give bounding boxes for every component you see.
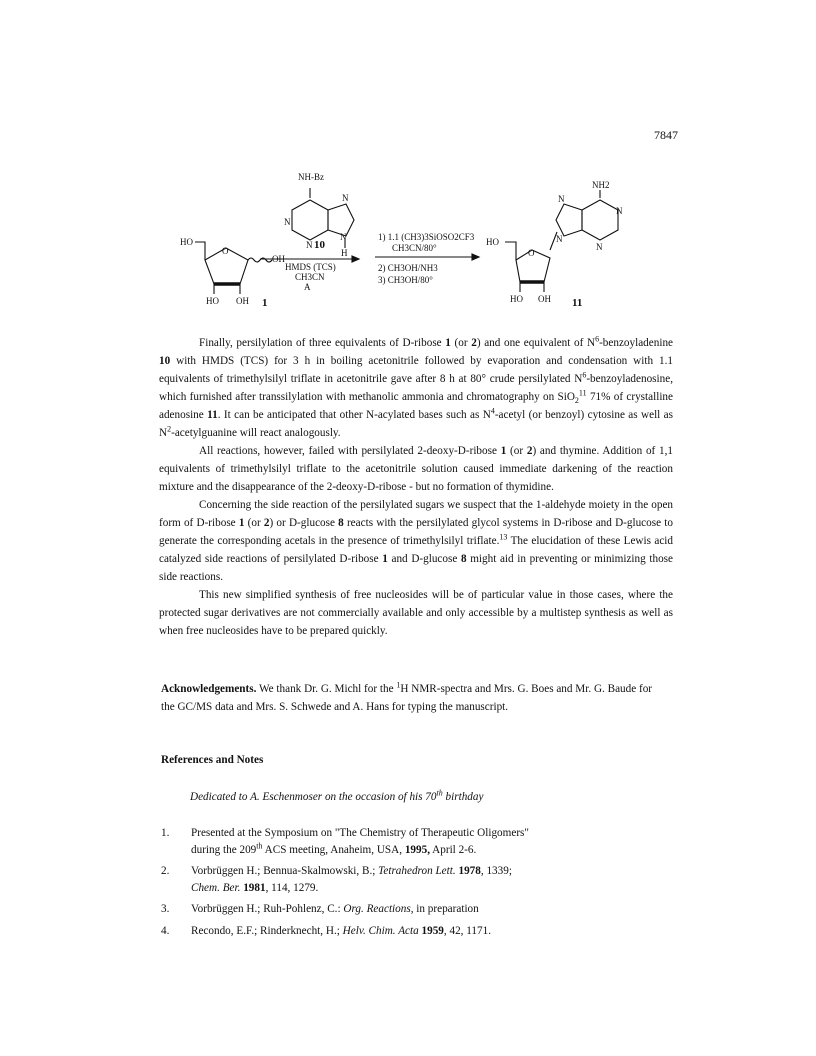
product-n-label-4: N	[556, 234, 563, 244]
product-o-label: O	[528, 248, 535, 258]
arrow2-step-3: 3) CH3OH/80°	[378, 275, 433, 285]
acknowledgements-heading: Acknowledgements.	[161, 683, 257, 695]
reference-list	[161, 825, 681, 939]
base10-n-label-1: N	[284, 217, 291, 227]
dedication: Dedicated to A. Eschenmoser on the occasion of his 70th birthday	[190, 788, 484, 803]
sugar1-ho-label: HO	[180, 237, 193, 247]
base10-h-label: H	[341, 248, 348, 258]
product-ch2-bond	[505, 242, 516, 260]
reaction-scheme	[160, 160, 660, 310]
arrow2-step-1-conditions: CH3CN/80°	[392, 243, 437, 253]
paragraph-3: Concerning the side reaction of the persilylated sugars we suspect that the 1-aldehyde moiety in the open form of D-ribose 1 (or 2) or D-glucose 8 reacts with the persilylated glycol systems in D-ribose and D-glucose to generate the corresponding acetals in the presence of trimethylsilyl triflate.$^{13}$ The elucidation of these Lewis acid catalyzed side reactions of persilylated D-ribose 1 and D-glucose 8 might aid in preventing or minimizing those side reactions.	[159, 499, 673, 583]
product-ho-label: HO	[486, 237, 499, 247]
sugar1-oh2-label: OH	[236, 296, 249, 306]
arrow2-step-2: 2) CH3OH/NH3	[378, 263, 438, 273]
compound-11-number: 11	[572, 297, 583, 309]
base10-n-label-3: N	[342, 193, 349, 203]
paragraph-4: This new simplified synthesis of free nucleosides will be of particular value in those cases, where the protected sugar derivatives are not commercially available and only accessible by a multistep synthesis as well as when free nucleosides have to be prepared quickly.	[159, 589, 673, 637]
reference-item-4: 4. Recondo, E.F.; Rinderknecht, H.; Helv. Chim. Acta 1959, 42, 1171.	[161, 924, 492, 937]
sugar1-ch2-bond	[195, 242, 205, 260]
paragraph-1: Finally, persilylation of three equivalents of D-ribose 1 (or 2) and one equivalent of $N^6$-benzoyladenine 10 with HMDS (TCS) for 3 h in boiling acetonitrile followed by evaporation and condensation with 1.1 equivalents of trimethylsilyl triflate in acetonitrile gave after 8 h at 80° crude persilylated $N^6$-benzoyladenosine, which furnished after transsilylation with methanolic ammonia and chromatography on SiO$_2^{11}$ 71% of crystalline adenosine 11. It can be anticipated that other N-acylated bases such as $N^4$-acetyl (or benzoyl) cytosine as well as $N^2$-acetylguanine will react analogously.	[159, 334, 674, 439]
reference-item-3: 3. Vorbrüggen H.; Ruh-Pohlenz, C.: Org. Reactions, in preparation	[161, 903, 479, 915]
product-ho3-label: HO	[510, 294, 523, 304]
base10-n-label-2: N	[306, 240, 313, 250]
nh2-label: NH2	[592, 180, 610, 190]
product-pyrimidine-ring	[582, 200, 618, 240]
body-text	[159, 334, 673, 640]
arrow1-reagent-2: CH3CN	[295, 272, 325, 282]
base10-n-label-4: N	[340, 232, 347, 242]
product-oh2-label: OH	[538, 294, 551, 304]
product-n-label-2: N	[596, 242, 603, 252]
arrow1-label-a: A	[304, 282, 311, 292]
reference-item-2: 2. Vorbrüggen H.; Bennua-Skalmowski, B.; Tetrahedron Lett. 1978, 1339; Chem. Ber. 1981, 114, 1279.	[161, 865, 512, 894]
arrow1-head	[352, 256, 359, 262]
product-n-label-3: N	[558, 194, 565, 204]
base10-pyrimidine-ring	[292, 200, 328, 240]
compound-10-number: 10	[314, 239, 325, 251]
references-heading: References and Notes	[161, 754, 264, 766]
nh-bz-label: NH-Bz	[298, 172, 324, 182]
paragraph-2: All reactions, however, failed with persilylated 2-deoxy-D-ribose 1 (or 2) and thymine. Addition of 1,1 equivalents of trimethylsilyl triflate to the acetonitrile solution caused immediate darkening of the reaction mixture and the disappearance of the 2-deoxy-D-ribose - but no formation of thymidine.	[159, 445, 674, 493]
sugar1-oh-anomeric-label: OH	[272, 254, 285, 264]
arrow2-head	[472, 254, 479, 260]
reference-item-1: 1. Presented at the Symposium on "The Chemistry of Therapeutic Oligomers" during the 209th ACS meeting, Anaheim, USA, 1995, April 2-6.	[161, 827, 529, 856]
compound-1-number: 1	[262, 297, 268, 309]
arrow2-step-1: 1) 1.1 (CH3)3SiOSO2CF3	[378, 232, 475, 242]
sugar1-ho3-label: HO	[206, 296, 219, 306]
acknowledgements: Acknowledgements. We thank Dr. G. Michl for the $^1$H NMR-spectra and Mrs. G. Boes and Mr. G. Baude for the GC/MS data and Mrs. S. Schwede and A. Hans for typing the manuscript.	[161, 680, 653, 713]
reaction-scheme-drawing	[160, 160, 660, 310]
arrow1-reagent-1: HMDS (TCS)	[285, 262, 336, 272]
page-number: 7847	[654, 128, 678, 142]
product-imidazole-ring	[556, 204, 582, 236]
product-n-label-1: N	[616, 206, 623, 216]
sugar1-o-label: O	[222, 246, 229, 256]
